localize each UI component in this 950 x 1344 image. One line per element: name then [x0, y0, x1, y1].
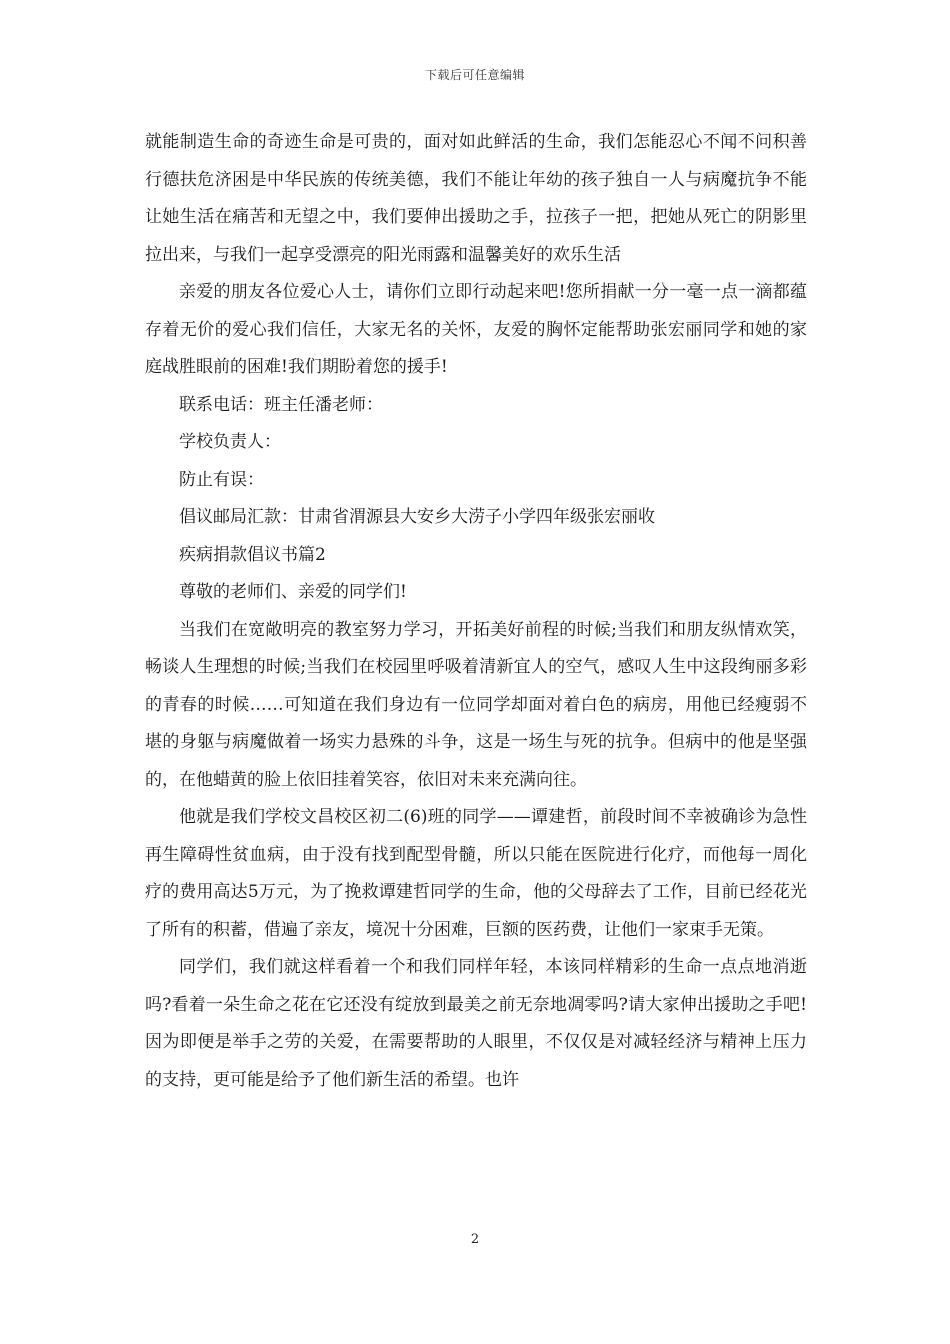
paragraph: 他就是我们学校文昌校区初二(6)班的同学——谭建哲，前段时间不幸被确诊为急性再生障碍性贫血病，由于没有找到配型骨髓，所以只能在医院进行化疗，而他每一周化疗的费用高达5万元，为了挽救谭建哲同学的生命，他的父母辞去了工作，目前已经花光了所有的积蓄，借遍了亲友，境况十分困难，巨额的医药费，让他们一家束手无策。	[145, 807, 807, 940]
remittance-line: 倡议邮局汇款：甘肃省渭源县大安乡大涝子小学四年级张宏丽收	[179, 507, 655, 527]
paragraph: 就能制造生命的奇迹生命是可贵的，面对如此鲜活的生命，我们怎能忍心不闻不问积善行德扶危济困是中华民族的传统美德，我们不能让年幼的孩子独自一人与病魔抗争不能让她生活在痛苦和无望之中，我们要伸出援助之手，拉孩子一把，把她从死亡的阴影里拉出来，与我们一起享受漂亮的阳光雨露和温馨美好的欢乐生活	[145, 132, 807, 265]
error-note-line: 防止有误：	[179, 469, 264, 490]
document-body	[145, 124, 807, 1099]
paragraph: 当我们在宽敞明亮的教室努力学习，开拓美好前程的时候;当我们和朋友纵情欢笑，畅谈人生理想的时候;当我们在校园里呼吸着清新宜人的空气，感叹人生中这段绚丽多彩的青春的时候……可知道在我们身边有一位同学却面对着白色的病房，用他已经瘦弱不堪的身躯与病魔做着一场实力悬殊的斗争，这是一场生与死的抗争。但病中的他是坚强的，在他蜡黄的脸上依旧挂着笑容，依旧对未来充满向往。	[145, 619, 807, 790]
section-title: 疾病捐款倡议书篇2	[179, 544, 326, 565]
salutation: 尊敬的老师们、亲爱的同学们!	[179, 582, 407, 602]
contact-line: 联系电话：班主任潘老师：	[179, 394, 383, 415]
page-number: 2	[470, 1232, 480, 1247]
school-lead-line: 学校负责人：	[179, 432, 281, 452]
page-header: 下载后可任意编辑	[424, 68, 525, 82]
paragraph: 亲爱的朋友各位爱心人士，请你们立即行动起来吧!您所捐献一分一毫一点一滴都蕴存着无价的爱心我们信任，大家无名的关怀，友爱的胸怀定能帮助张宏丽同学和她的家庭战胜眼前的困难!我们期盼着您的援手!	[145, 282, 807, 377]
paragraph: 同学们，我们就这样看着一个和我们同样年轻，本该同样精彩的生命一点点地消逝吗?看着一朵生命之花在它还没有绽放到最美之前无奈地凋零吗?请大家伸出援助之手吧!因为即便是举手之劳的关爱，在需要帮助的人眼里，不仅仅是对减轻经济与精神上压力的支持，更可能是给予了他们新生活的希望。也许	[145, 957, 807, 1090]
